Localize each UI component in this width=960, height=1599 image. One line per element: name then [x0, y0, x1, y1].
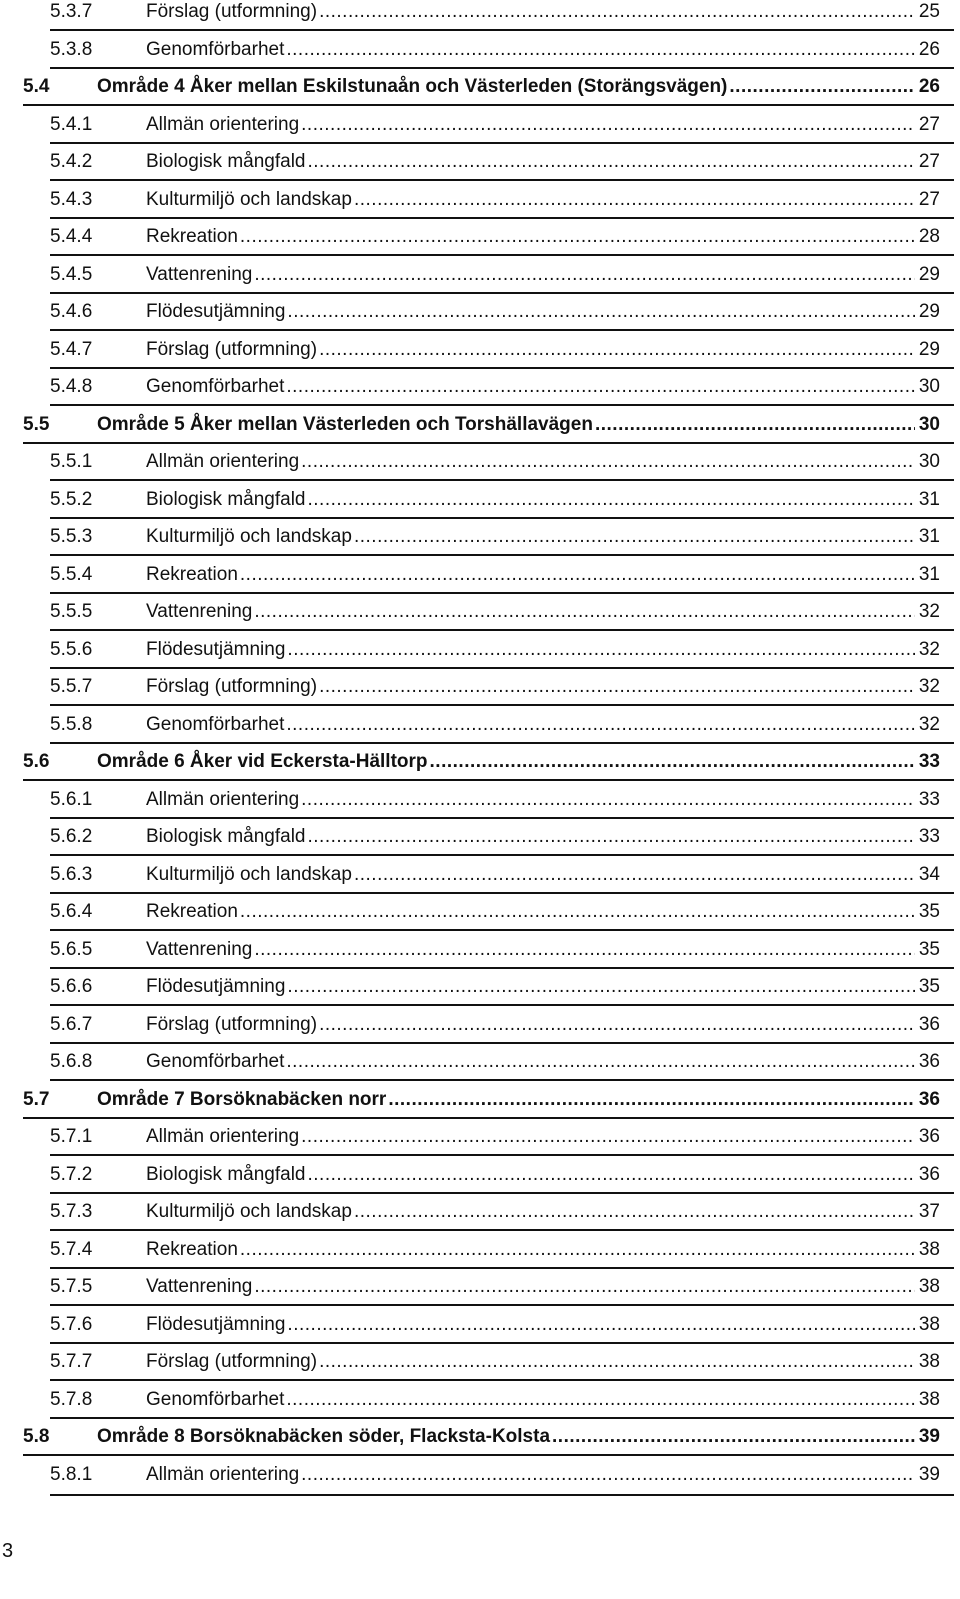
toc-entry-title: Vattenrening — [146, 1276, 253, 1297]
toc-entry-number: 5.7.3 — [50, 1201, 93, 1222]
toc-entry-page: 32 — [918, 713, 940, 735]
toc-leader-dots — [301, 1126, 915, 1148]
toc-entry-title: Genomförbarhet — [146, 376, 285, 397]
toc-leader-dots — [240, 1239, 915, 1261]
toc-entry-number: 5.4.1 — [50, 113, 93, 135]
toc-entry[interactable] — [50, 368, 940, 406]
toc-leader-dots — [301, 114, 915, 136]
toc-entry-page: 38 — [918, 1388, 940, 1410]
toc-entry[interactable] — [50, 106, 940, 144]
toc-entry-page: 36 — [918, 1126, 940, 1147]
toc-entry-page: 38 — [918, 1351, 940, 1372]
toc-entry-number: 5.7.2 — [50, 1163, 93, 1185]
toc-leader-dots — [388, 1089, 915, 1111]
toc-entry-page: 38 — [918, 1238, 940, 1260]
toc-entry-number: 5.4.6 — [50, 301, 93, 322]
toc-entry[interactable] — [23, 68, 940, 106]
toc-entry[interactable] — [50, 143, 940, 181]
toc-entry-number: 5.5.2 — [50, 488, 93, 510]
toc-leader-dots — [319, 1014, 915, 1036]
toc-entry[interactable] — [50, 1343, 940, 1381]
toc-entry[interactable] — [50, 1268, 940, 1306]
toc-entry-number: 5.8.1 — [50, 1463, 93, 1485]
toc-leader-dots — [354, 189, 915, 211]
toc-entry-number: 5.7.1 — [50, 1126, 93, 1147]
toc-entry-number: 5.5.8 — [50, 713, 93, 735]
toc-entry-page: 29 — [918, 263, 940, 285]
toc-entry-title: Biologisk mångfald — [146, 151, 306, 172]
toc-entry-page: 38 — [918, 1276, 940, 1297]
toc-entry-title: Genomförbarhet — [146, 38, 285, 60]
toc-entry-title: Kulturmiljö och landskap — [146, 188, 352, 210]
toc-entry-number: 5.5.4 — [50, 563, 93, 585]
toc-entry-page: 26 — [918, 76, 940, 97]
toc-entry[interactable] — [50, 1006, 940, 1044]
toc-entry-number: 5.7 — [23, 1088, 50, 1110]
toc-entry[interactable] — [50, 668, 940, 706]
toc-entry-title: Vattenrening — [146, 601, 253, 622]
toc-entry-number: 5.4.4 — [50, 226, 93, 247]
toc-entry[interactable] — [50, 556, 940, 594]
toc-entry[interactable] — [50, 256, 940, 294]
toc-entry-title: Område 8 Borsöknabäcken söder, Flacksta-Kolsta — [97, 1426, 551, 1447]
toc-entry[interactable] — [23, 1081, 940, 1119]
toc-entry-title: Rekreation — [146, 226, 238, 247]
toc-leader-dots — [287, 1314, 914, 1336]
toc-leader-dots — [307, 826, 914, 848]
toc-entry[interactable] — [50, 31, 940, 69]
toc-entry-number: 5.8 — [23, 1426, 50, 1447]
toc-entry-number: 5.6.4 — [50, 901, 93, 922]
toc-entry-number: 5.6 — [23, 751, 50, 772]
toc-entry-number: 5.6.8 — [50, 1051, 93, 1072]
toc-entry-title: Allmän orientering — [146, 451, 300, 472]
toc-entry-number: 5.6.1 — [50, 788, 93, 810]
toc-entry[interactable] — [50, 1456, 940, 1494]
toc-entry-page: 35 — [918, 976, 940, 997]
toc-entry-page: 27 — [918, 151, 940, 172]
toc-entry-title: Förslag (utformning) — [146, 1013, 318, 1035]
toc-entry-title: Flödesutjämning — [146, 301, 286, 322]
toc-entry-number: 5.4.2 — [50, 151, 93, 172]
toc-entry-title: Område 4 Åker mellan Eskilstunaån och Västerleden (Storängsvägen) — [97, 76, 728, 97]
toc-entry[interactable] — [50, 293, 940, 331]
toc-entry-title: Flödesutjämning — [146, 638, 286, 660]
toc-entry-number: 5.4 — [23, 76, 50, 97]
divider — [50, 1494, 954, 1496]
toc-entry-number: 5.4.7 — [50, 338, 93, 360]
toc-entry-number: 5.3.8 — [50, 38, 93, 60]
toc-leader-dots — [240, 901, 915, 923]
toc-entry-title: Område 5 Åker mellan Västerleden och Torshällavägen — [97, 413, 593, 435]
toc-leader-dots — [254, 939, 915, 961]
toc-leader-dots — [319, 1351, 915, 1373]
toc-entry[interactable] — [50, 1306, 940, 1344]
toc-entry[interactable] — [50, 968, 940, 1006]
toc-entry-page: 27 — [918, 113, 940, 135]
toc-entry-page: 30 — [918, 451, 940, 472]
toc-entry-number: 5.6.5 — [50, 938, 93, 960]
toc-leader-dots — [307, 489, 914, 511]
toc-entry[interactable] — [50, 893, 940, 931]
toc-entry-title: Område 6 Åker vid Eckersta-Hälltorp — [97, 751, 428, 772]
toc-entry-number: 5.4.5 — [50, 263, 93, 285]
toc-leader-dots — [354, 1201, 915, 1223]
toc-entry-title: Allmän orientering — [146, 1126, 300, 1147]
toc-leader-dots — [240, 226, 915, 248]
toc-entry-number: 5.6.6 — [50, 976, 93, 997]
toc-entry-title: Genomförbarhet — [146, 1051, 285, 1072]
toc-entry[interactable] — [50, 1156, 940, 1194]
toc-entry-number: 5.6.2 — [50, 826, 93, 847]
toc-entry-page: 29 — [918, 338, 940, 360]
toc-entry-page: 30 — [918, 413, 940, 435]
toc-entry-number: 5.7.5 — [50, 1276, 93, 1297]
toc-entry-page: 38 — [918, 1313, 940, 1335]
toc-leader-dots — [307, 151, 914, 173]
toc-entry-title: Allmän orientering — [146, 1463, 300, 1485]
toc-entry-number: 5.6.7 — [50, 1013, 93, 1035]
toc-leader-dots — [430, 751, 915, 773]
toc-entry-title: Vattenrening — [146, 263, 253, 285]
toc-leader-dots — [307, 1164, 914, 1186]
toc-entry-title: Område 7 Borsöknabäcken norr — [97, 1088, 387, 1110]
toc-entry-title: Biologisk mångfald — [146, 826, 306, 847]
toc-entry-number: 5.4.8 — [50, 376, 93, 397]
page-number: 3 — [2, 1540, 14, 1562]
toc-leader-dots — [729, 76, 914, 98]
toc-entry-title: Rekreation — [146, 901, 238, 922]
toc-entry-title: Förslag (utformning) — [146, 1351, 318, 1372]
toc-leader-dots — [319, 676, 915, 698]
toc-entry[interactable] — [50, 0, 940, 31]
toc-entry-page: 25 — [918, 1, 940, 22]
toc-entry-page: 29 — [918, 301, 940, 322]
toc-entry-page: 36 — [918, 1013, 940, 1035]
toc-entry[interactable] — [50, 631, 940, 669]
toc-entry-number: 5.7.6 — [50, 1313, 93, 1335]
toc-entry[interactable] — [23, 406, 940, 444]
toc-leader-dots — [287, 639, 914, 661]
toc-entry[interactable] — [23, 1418, 940, 1456]
toc-entry-page: 26 — [918, 38, 940, 60]
toc-entry[interactable] — [50, 1381, 940, 1419]
toc-entry-page: 36 — [918, 1163, 940, 1185]
toc-entry[interactable] — [50, 443, 940, 481]
toc-entry-title: Kulturmiljö och landskap — [146, 526, 352, 547]
toc-entry-title: Rekreation — [146, 563, 238, 585]
toc-entry-title: Genomförbarhet — [146, 713, 285, 735]
toc-entry[interactable] — [50, 593, 940, 631]
toc-entry-page: 31 — [918, 526, 940, 547]
toc-entry[interactable] — [50, 518, 940, 556]
toc-leader-dots — [286, 39, 915, 61]
toc-entry-page: 33 — [918, 751, 940, 772]
toc-entry-title: Flödesutjämning — [146, 1313, 286, 1335]
toc-entry-title: Kulturmiljö och landskap — [146, 1201, 352, 1222]
toc-entry-number: 5.4.3 — [50, 188, 93, 210]
toc-leader-dots — [552, 1426, 915, 1448]
toc-entry-page: 35 — [918, 901, 940, 922]
toc-leader-dots — [354, 526, 915, 548]
toc-entry-title: Biologisk mångfald — [146, 488, 306, 510]
toc-entry-page: 27 — [918, 188, 940, 210]
toc-entry[interactable] — [50, 856, 940, 894]
toc-leader-dots — [286, 1389, 915, 1411]
toc-entry-number: 5.7.4 — [50, 1238, 93, 1260]
toc-entry-title: Allmän orientering — [146, 113, 300, 135]
toc-entry-title: Förslag (utformning) — [146, 338, 318, 360]
toc-leader-dots — [254, 264, 915, 286]
toc-entry-number: 5.5.6 — [50, 638, 93, 660]
toc-entry[interactable] — [23, 743, 940, 781]
toc-leader-dots — [240, 564, 915, 586]
toc-entry-number: 5.5.7 — [50, 676, 93, 697]
toc-leader-dots — [286, 1051, 915, 1073]
toc-entry[interactable] — [50, 706, 940, 744]
toc-entry[interactable] — [50, 1231, 940, 1269]
toc-entry-page: 36 — [918, 1088, 940, 1110]
toc-entry-number: 5.5.1 — [50, 451, 93, 472]
toc-entry-page: 32 — [918, 638, 940, 660]
toc-entry-page: 39 — [918, 1426, 940, 1447]
toc-entry-title: Genomförbarhet — [146, 1388, 285, 1410]
toc-entry-title: Vattenrening — [146, 938, 253, 960]
toc-entry-page: 33 — [918, 788, 940, 810]
toc-entry[interactable] — [50, 218, 940, 256]
toc-leader-dots — [286, 376, 915, 398]
toc-entry-title: Flödesutjämning — [146, 976, 286, 997]
toc-entry-page: 28 — [918, 226, 940, 247]
toc-leader-dots — [287, 301, 914, 323]
toc-entry-number: 5.7.7 — [50, 1351, 93, 1372]
toc-entry-title: Kulturmiljö och landskap — [146, 863, 352, 885]
toc-entry-title: Förslag (utformning) — [146, 676, 318, 697]
toc-leader-dots — [254, 1276, 915, 1298]
toc-entry-page: 33 — [918, 826, 940, 847]
toc-leader-dots — [301, 451, 915, 473]
toc-leader-dots — [254, 601, 915, 623]
toc-entry-page: 32 — [918, 676, 940, 697]
toc-entry-number: 5.5.5 — [50, 601, 93, 622]
toc-entry[interactable] — [50, 931, 940, 969]
toc-entry-page: 32 — [918, 601, 940, 622]
toc-entry-number: 5.7.8 — [50, 1388, 93, 1410]
toc-entry-title: Biologisk mångfald — [146, 1163, 306, 1185]
toc-entry[interactable] — [50, 781, 940, 819]
toc-entry-page: 36 — [918, 1051, 940, 1072]
toc-entry-page: 39 — [918, 1463, 940, 1485]
toc-entry-page: 37 — [918, 1201, 940, 1222]
toc-leader-dots — [595, 414, 915, 436]
toc-entry[interactable] — [50, 1193, 940, 1231]
toc-entry-page: 31 — [918, 488, 940, 510]
toc-leader-dots — [319, 339, 915, 361]
toc-leader-dots — [286, 714, 915, 736]
toc-entry-number: 5.6.3 — [50, 863, 93, 885]
toc-entry[interactable] — [50, 331, 940, 369]
toc-leader-dots — [301, 789, 915, 811]
toc-leader-dots — [301, 1464, 915, 1486]
toc-entry-page: 31 — [918, 563, 940, 585]
toc-leader-dots — [287, 976, 914, 998]
toc-entry-page: 35 — [918, 938, 940, 960]
toc-entry-page: 34 — [918, 863, 940, 885]
toc-entry-number: 5.5.3 — [50, 526, 93, 547]
toc-entry-number: 5.3.7 — [50, 1, 93, 22]
toc-entry-title: Rekreation — [146, 1238, 238, 1260]
toc-entry[interactable] — [50, 818, 940, 856]
toc-entry-title: Allmän orientering — [146, 788, 300, 810]
toc-entry[interactable] — [50, 481, 940, 519]
toc-leader-dots — [354, 864, 915, 886]
toc-leader-dots — [319, 1, 915, 23]
toc-entry[interactable] — [50, 1043, 940, 1081]
toc-entry[interactable] — [50, 181, 940, 219]
toc-entry-page: 30 — [918, 376, 940, 397]
toc-entry-title: Förslag (utformning) — [146, 1, 318, 22]
toc-entry-number: 5.5 — [23, 413, 50, 435]
toc-entry[interactable] — [50, 1118, 940, 1156]
